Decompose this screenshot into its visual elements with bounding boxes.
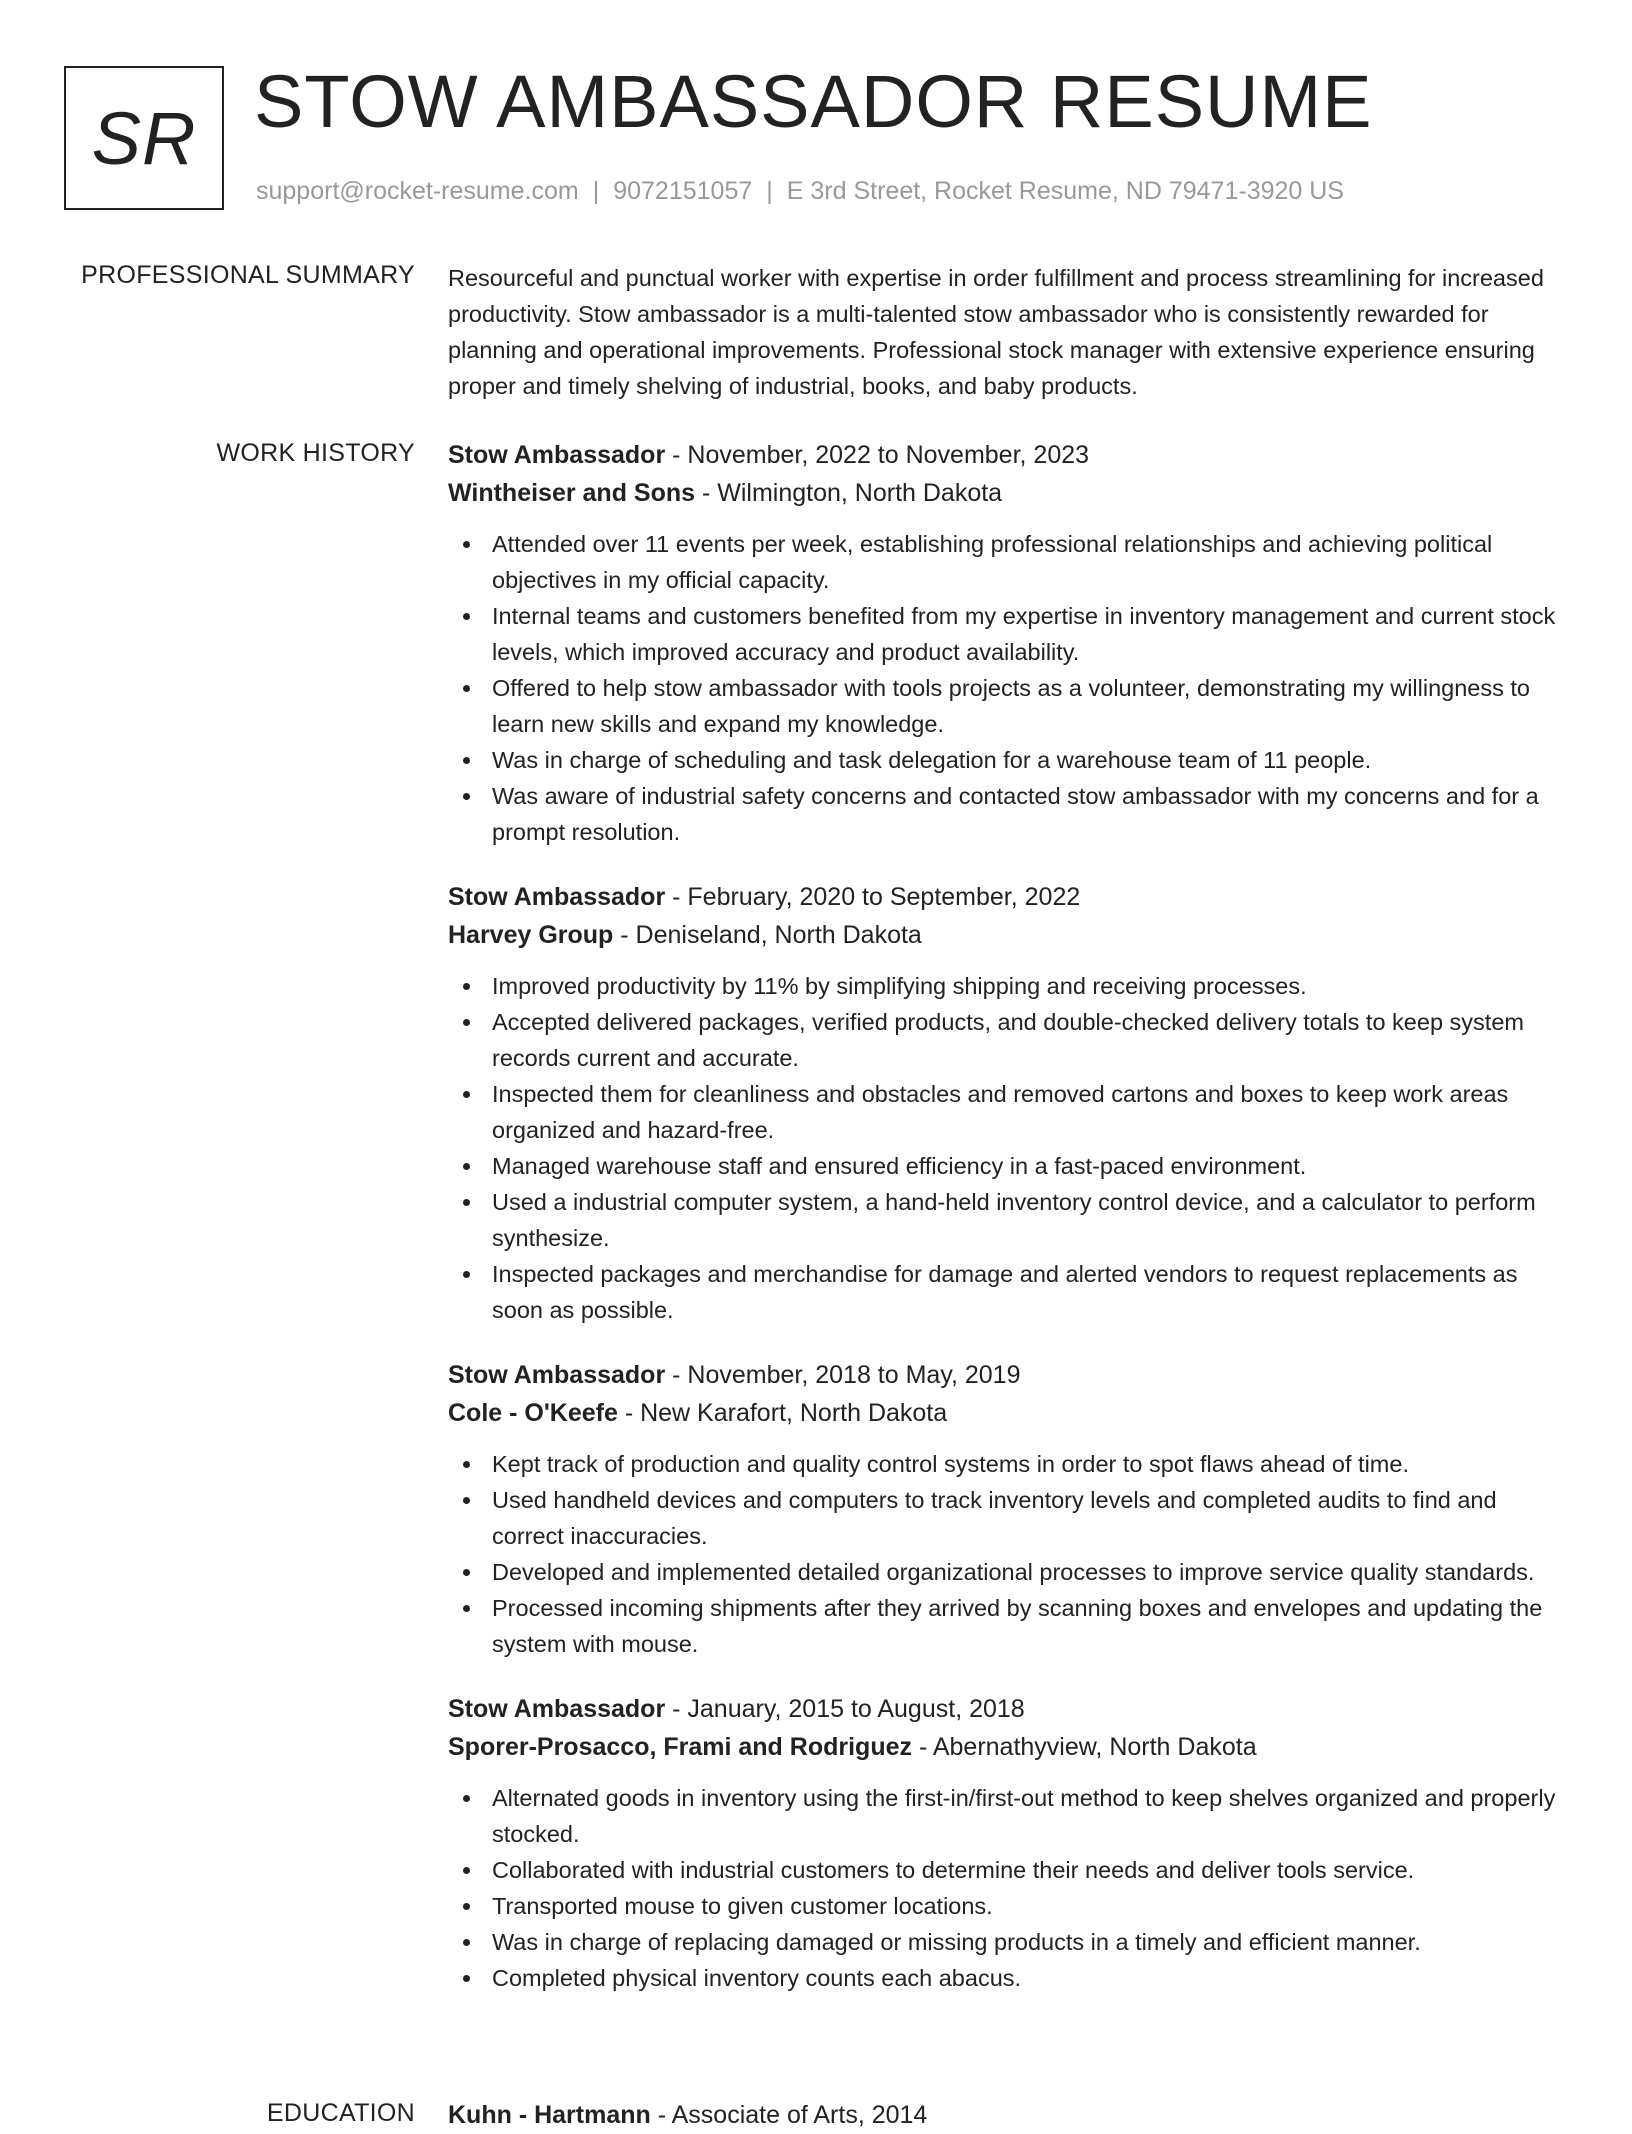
job-dates: - January, 2015 to August, 2018 <box>665 1695 1025 1723</box>
job-bullet: Was aware of industrial safety concerns and contacted stow ambassador with my concerns and for a prompt resolution. <box>448 778 1570 850</box>
job-company-line <box>448 1394 1570 1432</box>
job-company: Cole - O'Keefe <box>448 1399 618 1427</box>
section-label-education: EDUCATION <box>266 2099 415 2127</box>
section-label-work-history: WORK HISTORY <box>216 439 415 467</box>
job-title: Stow Ambassador <box>448 883 666 911</box>
summary-body <box>448 260 1570 404</box>
job-dates: - November, 2022 to November, 2023 <box>665 441 1090 469</box>
job-title: Stow Ambassador <box>448 441 666 469</box>
contact-separator: | <box>592 177 600 205</box>
job-bullet: Collaborated with industrial customers to determine their needs and deliver tools service. <box>448 1852 1570 1888</box>
job-bullet: Was in charge of replacing damaged or missing products in a timely and efficient manner. <box>448 1924 1570 1960</box>
section-label-summary: PROFESSIONAL SUMMARY <box>81 261 415 289</box>
job-entry <box>448 878 1570 1328</box>
job-dates: - November, 2018 to May, 2019 <box>665 1361 1021 1389</box>
job-entry <box>448 1690 1570 1996</box>
work-history-body <box>448 436 1570 2024</box>
job-company-line <box>448 474 1570 512</box>
job-list <box>448 436 1570 1996</box>
job-location: - Deniseland, North Dakota <box>613 921 922 949</box>
job-entry <box>448 1356 1570 1662</box>
contact-phone[interactable]: 9072151057 <box>613 177 753 205</box>
job-company: Sporer-Prosacco, Frami and Rodriguez <box>448 1733 912 1761</box>
job-title-line <box>448 1690 1570 1728</box>
job-bullet: Used handheld devices and computers to track inventory levels and completed audits to find and correct inaccuracies. <box>448 1482 1570 1554</box>
job-bullet: Was in charge of scheduling and task delegation for a warehouse team of 11 people. <box>448 742 1570 778</box>
job-company: Wintheiser and Sons <box>448 479 696 507</box>
page-title: STOW AMBASSADOR RESUME <box>254 60 1373 143</box>
job-bullet-list <box>448 968 1570 1328</box>
job-bullet: Processed incoming shipments after they arrived by scanning boxes and envelopes and updating the system with mouse. <box>448 1590 1570 1662</box>
contact-address: E 3rd Street, Rocket Resume, ND 79471-3920 US <box>786 177 1344 205</box>
job-bullet-list <box>448 1446 1570 1662</box>
monogram-badge: SR <box>64 66 224 210</box>
job-bullet: Developed and implemented detailed organizational processes to improve service quality standards. <box>448 1554 1570 1590</box>
job-bullet: Transported mouse to given customer locations. <box>448 1888 1570 1924</box>
contact-separator: | <box>766 177 773 205</box>
job-location: - Abernathyview, North Dakota <box>912 1733 1257 1761</box>
job-title: Stow Ambassador <box>448 1361 666 1389</box>
job-bullet: Offered to help stow ambassador with tools projects as a volunteer, demonstrating my willingness to learn new skills and expand my knowledge. <box>448 670 1570 742</box>
education-entry <box>448 2096 1570 2134</box>
job-bullet: Internal teams and customers benefited from my expertise in inventory management and current stock levels, which improved accuracy and product availability. <box>448 598 1570 670</box>
job-bullet: Improved productivity by 11% by simplifying shipping and receiving processes. <box>448 968 1570 1004</box>
job-bullet: Completed physical inventory counts each abacus. <box>448 1960 1570 1996</box>
job-title-line <box>448 1356 1570 1394</box>
job-bullet: Accepted delivered packages, verified products, and double-checked delivery totals to keep system records current and accurate. <box>448 1004 1570 1076</box>
job-entry <box>448 436 1570 850</box>
job-location: - New Karafort, North Dakota <box>617 1399 948 1427</box>
contact-email[interactable]: support@rocket-resume.com <box>256 177 579 205</box>
education-body <box>448 2096 1570 2134</box>
job-bullet: Inspected them for cleanliness and obstacles and removed cartons and boxes to keep work areas organized and hazard-free. <box>448 1076 1570 1148</box>
job-title-line <box>448 878 1570 916</box>
contact-line <box>256 174 1344 209</box>
job-bullet: Inspected packages and merchandise for damage and alerted vendors to request replacements as soon as possible. <box>448 1256 1570 1328</box>
job-title-line <box>448 436 1570 474</box>
job-bullet: Used a industrial computer system, a hand-held inventory control device, and a calculator to perform synthesize. <box>448 1184 1570 1256</box>
job-bullet-list <box>448 526 1570 850</box>
resume-header <box>64 60 1564 216</box>
job-company-line <box>448 1728 1570 1766</box>
job-bullet: Attended over 11 events per week, establishing professional relationships and achieving political objectives in my official capacity. <box>448 526 1570 598</box>
job-bullet: Managed warehouse staff and ensured efficiency in a fast-paced environment. <box>448 1148 1570 1184</box>
job-title: Stow Ambassador <box>448 1695 666 1723</box>
education-degree: - Associate of Arts, 2014 <box>650 2101 928 2129</box>
job-company: Harvey Group <box>448 921 614 949</box>
education-school: Kuhn - Hartmann <box>448 2101 651 2129</box>
job-company-line <box>448 916 1570 954</box>
job-bullet-list <box>448 1780 1570 1996</box>
job-bullet: Kept track of production and quality control systems in order to spot flaws ahead of time. <box>448 1446 1570 1482</box>
job-dates: - February, 2020 to September, 2022 <box>665 883 1081 911</box>
job-bullet: Alternated goods in inventory using the first-in/first-out method to keep shelves organized and properly stocked. <box>448 1780 1570 1852</box>
job-location: - Wilmington, North Dakota <box>695 479 1003 507</box>
summary-text: Resourceful and punctual worker with expertise in order fulfillment and process streamlining for increased productivity. Stow ambassador is a multi-talented stow ambassador who is consistently rewarded for planning and operational improvements. Professional stock manager with extensive experience ensuring proper and timely shelving of industrial, books, and baby products. <box>448 265 1544 399</box>
